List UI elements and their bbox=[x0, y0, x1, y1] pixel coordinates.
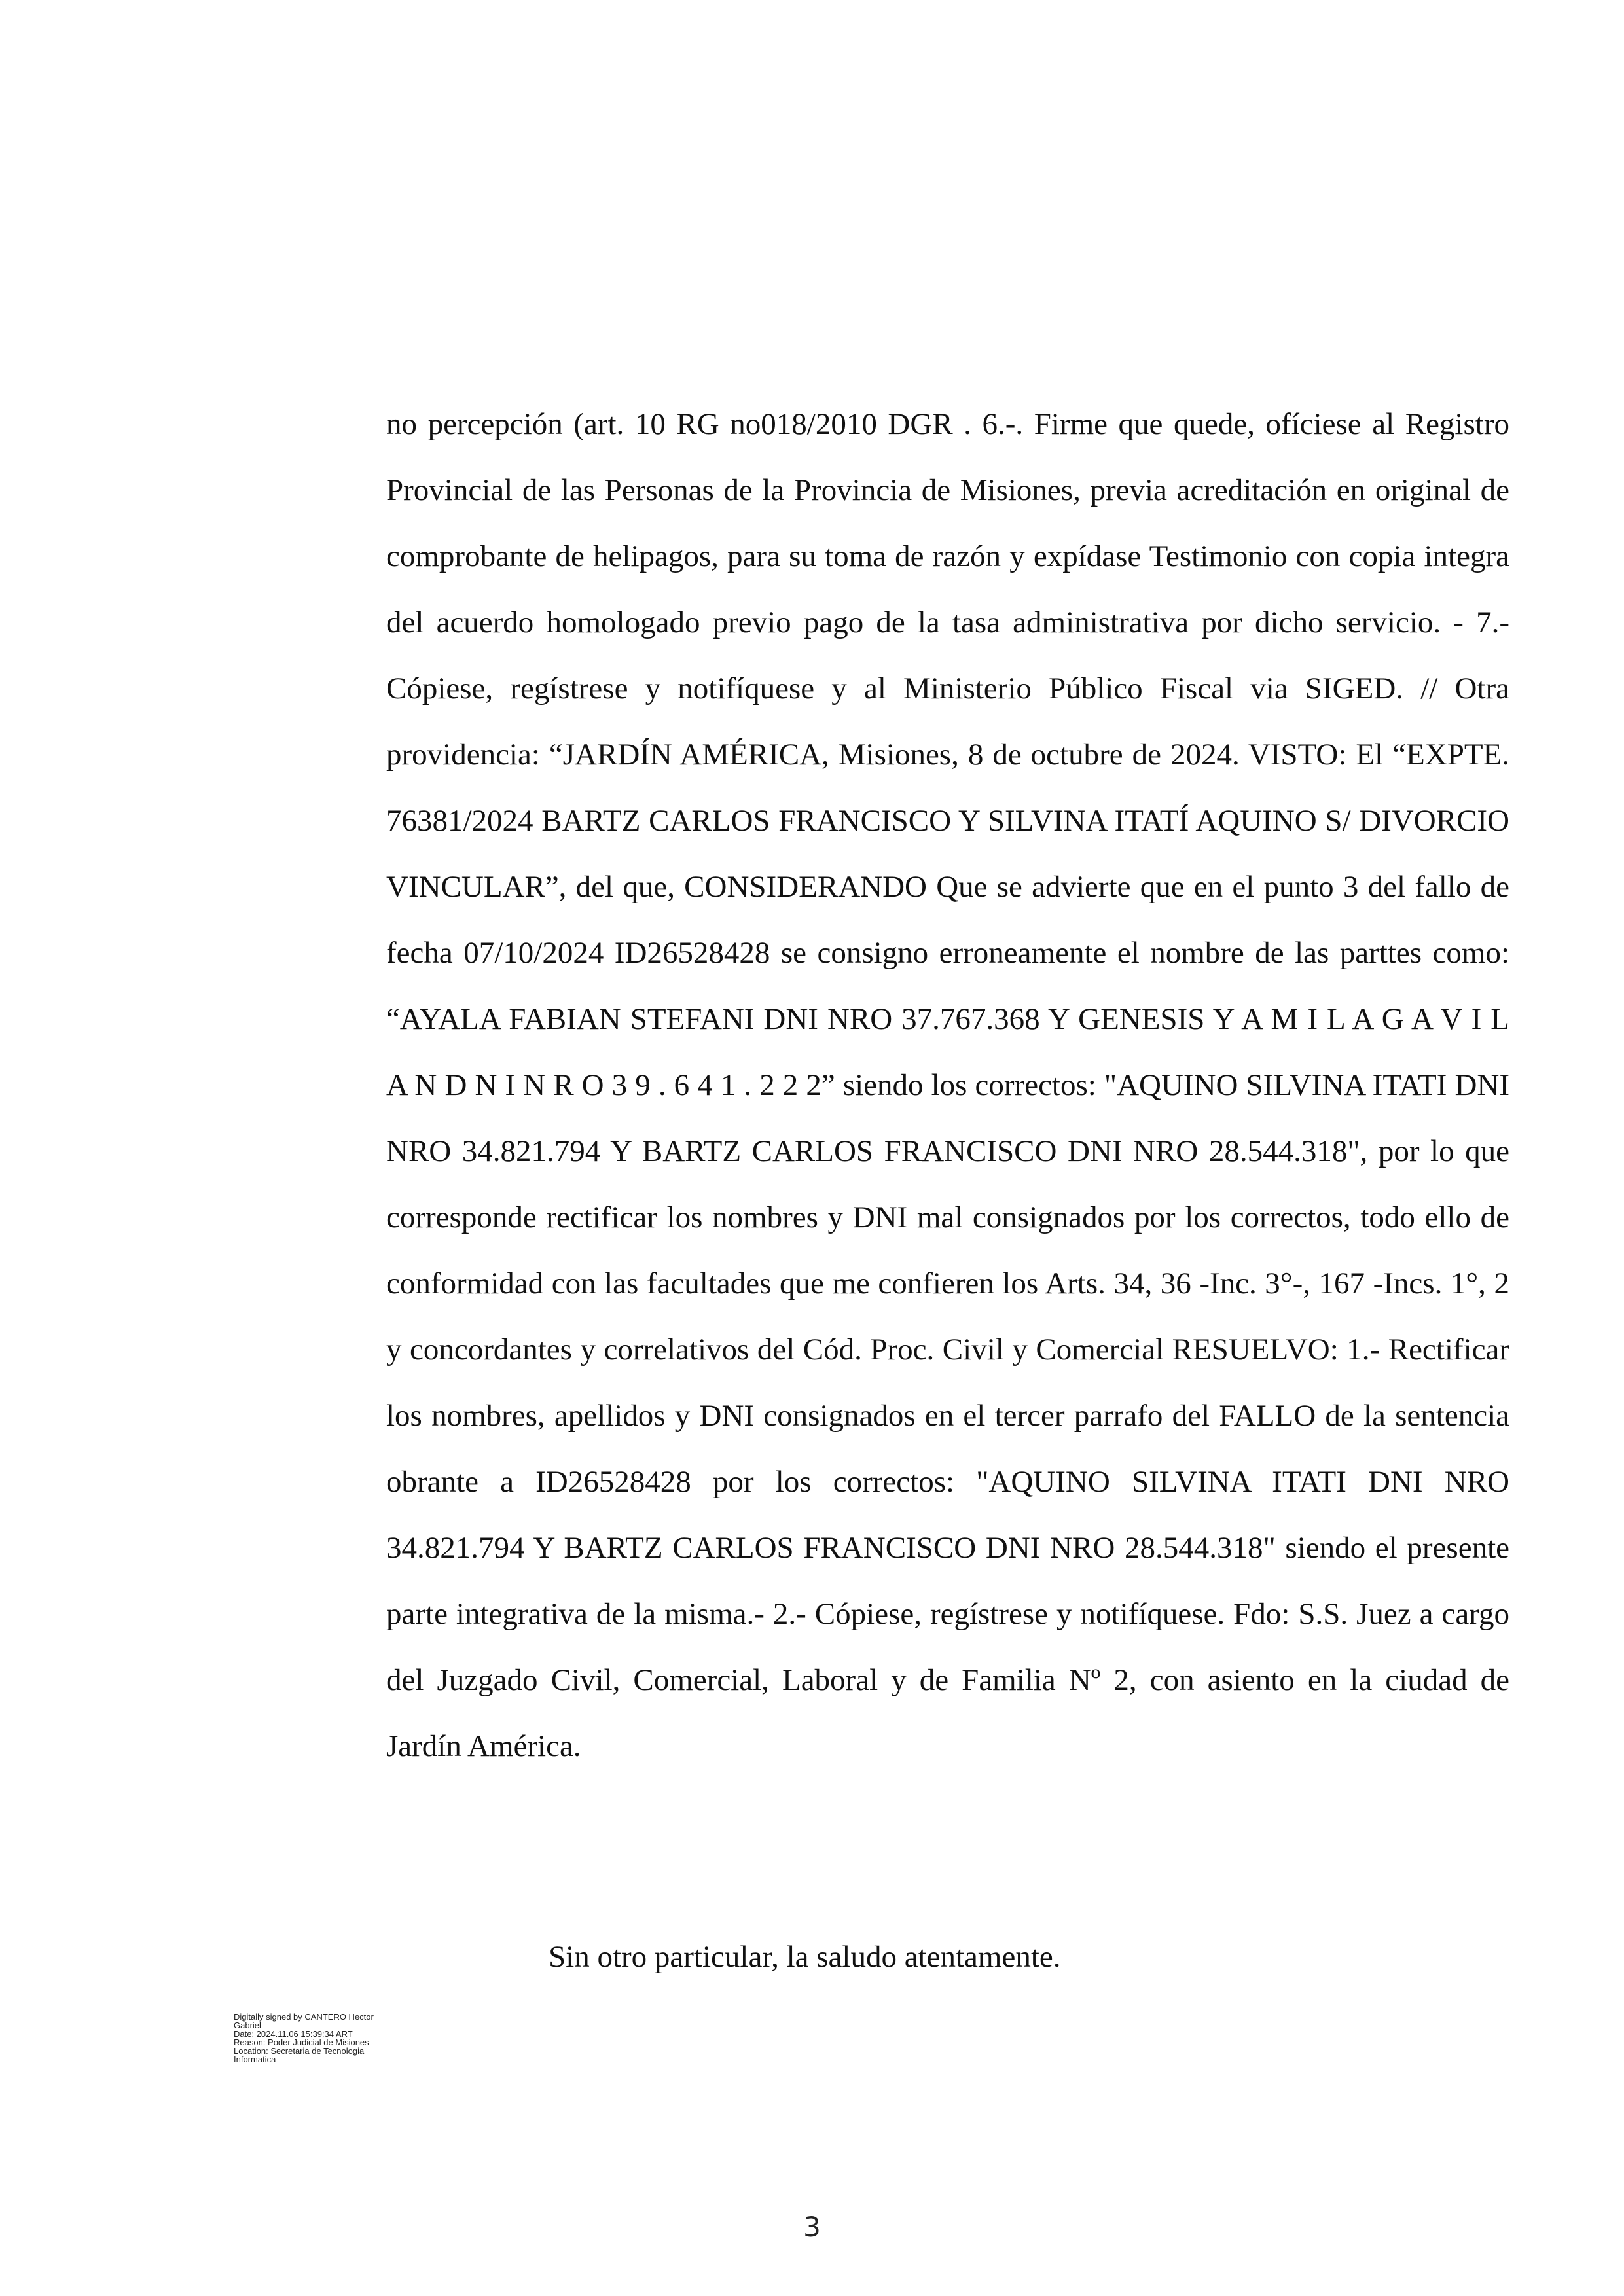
signature-reason: Reason: Poder Judicial de Misiones bbox=[234, 2037, 369, 2047]
signature-signed-by: Digitally signed by CANTERO Hector bbox=[234, 2012, 374, 2022]
closing-line: Sin otro particular, la saludo atentamente. bbox=[549, 1940, 1061, 1974]
body-paragraph: no percepción (art. 10 RG no018/2010 DGR . 6.-. Firme que quede, ofíciese al Registro Provincial de las Personas de la Provincia de Misiones, previa acreditación en original de comprobante de helipagos, para su toma de razón y expídase Testimonio con copia integra del acuerdo homologado previo pago de la tasa administrativa por dicho servicio. - 7.- Cópiese, regístrese y notifíquese y al Ministerio Público Fiscal via SIGED. // Otra providencia: “JARDÍN AMÉRICA, Misiones, 8 de octubre de 2024. VISTO: El “EXPTE. 76381/2024 BARTZ CARLOS FRANCISCO Y SILVINA ITATÍ AQUINO S/ DIVORCIO VINCULAR”, del que, CONSIDERANDO Que se advierte que en el punto 3 del fallo de fecha 07/10/2024 ID26528428 se consigno erroneamente el nombre de las parttes como: “AYALA FABIAN STEFANI DNI NRO 37.767.368 Y GENESIS Y A M I L A G A V I L A N D N I N R O 3 9 . 6 4 1 . 2 2 2” siendo los correctos: "AQUINO SILVINA ITATI DNI NRO 34.821.794 Y BARTZ CARLOS FRANCISCO DNI NRO 28.544.318", por lo que corresponde rectificar los nombres y DNI mal consignados por los correctos, todo ello de conformidad con las facultades que me confieren los Arts. 34, 36 -Inc. 3°-, 167 -Incs. 1°, 2 y concordantes y correlativos del Cód. Proc. Civil y Comercial RESUELVO: 1.- Rectificar los nombres, apellidos y DNI consignados en el tercer parrafo del FALLO de la sentencia obrante a ID26528428 por los correctos: "AQUINO SILVINA ITATI DNI NRO 34.821.794 Y BARTZ CARLOS FRANCISCO DNI NRO 28.544.318" siendo el presente parte integrativa de la misma.- 2.- Cópiese, regístrese y notifíquese. Fdo: S.S. Juez a cargo del Juzgado Civil, Comercial, Laboral y de Familia Nº 2, con asiento en la ciudad de Jardín América. bbox=[386, 407, 1509, 1763]
digital-signature-stamp bbox=[234, 2013, 430, 2064]
signature-location: Location: Secretaria de Tecnologia bbox=[234, 2046, 365, 2056]
signature-location-cont: Informatica bbox=[234, 2054, 276, 2064]
signature-date: Date: 2024.11.06 15:39:34 ART bbox=[234, 2029, 353, 2039]
signature-signed-by-cont: Gabriel bbox=[234, 2020, 261, 2030]
page-number: 3 bbox=[803, 2211, 821, 2243]
